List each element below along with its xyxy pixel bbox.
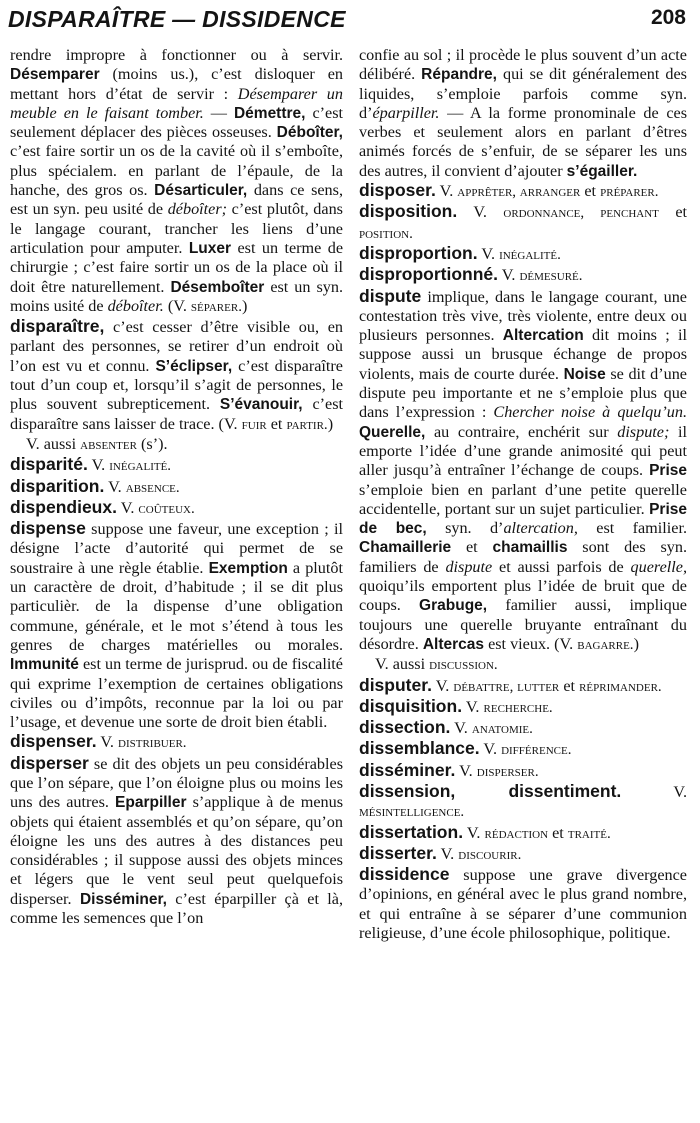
entry-text: V.: [457, 203, 504, 222]
cross-reference: discourir.: [458, 846, 522, 863]
entry-text: V. aussi: [26, 434, 81, 453]
headword: disparaître,: [10, 316, 105, 337]
dictionary-entry: [359, 823, 687, 844]
entry-text: se dit des objets un peu considérables que l’on sépare, que l’on éloigne plus ou moins les uns des autres.: [10, 754, 343, 812]
dictionary-entry: [10, 435, 343, 455]
headword: disparité.: [10, 454, 88, 475]
example-italic: Chercher noise à quelqu’un.: [493, 403, 687, 422]
entry-text: V.: [477, 244, 500, 263]
running-head-title: DISPARAÎTRE — DISSIDENCE: [8, 6, 346, 32]
synonym-term: Querelle,: [359, 423, 426, 441]
headword: disproportionné.: [359, 264, 499, 285]
entry-text: confie au sol ; il procède le plus souvent d’un acte délibéré.: [359, 46, 687, 84]
dictionary-entry: [359, 697, 687, 718]
synonym-term: s’égailler.: [566, 162, 638, 180]
dictionary-entry: [359, 202, 687, 244]
headword: dispense: [10, 518, 86, 539]
cross-reference: réprimander.: [579, 678, 662, 695]
cross-reference: distribuer.: [118, 735, 187, 752]
cross-reference: bagarre.: [577, 636, 634, 653]
entry-text: et: [658, 203, 687, 222]
entry-text: V.: [436, 844, 459, 863]
cross-reference: discussion.: [429, 657, 498, 674]
entry-text: ): [241, 296, 248, 315]
cross-reference: partir.: [286, 416, 328, 433]
entry-text: c’est seulement déplacer des pièces osseuses.: [10, 103, 344, 142]
synonym-term: Prise de bec,: [359, 500, 687, 538]
entry-text: (s’).: [136, 434, 168, 453]
example-italic: querelle,: [630, 557, 688, 576]
synonym-term: Désemboîter: [170, 278, 265, 296]
headword: dispenser.: [10, 731, 97, 752]
cross-reference: ordonnance, penchant: [503, 205, 659, 222]
entry-text: et aussi parfois de: [492, 557, 631, 576]
entry-text: c’est disparaître tout d’un coup et, lorsqu’il s’agit de personnes, le plus souvent subrepticement.: [10, 356, 343, 414]
synonym-term: Chamaillerie: [359, 539, 452, 557]
headword: disséminer.: [359, 759, 456, 780]
cross-reference: traité.: [567, 825, 611, 842]
entry-text: est un terme de jurisprud. ou de fiscalité qui exprime l’exemption de certaines obligations civiles ou d’impôts, reconnue par la loi ou par l’usage, et devenue une sorte de droit bien établi.: [10, 655, 343, 732]
headword: dissension, dissentiment.: [359, 780, 622, 801]
entry-text: et: [580, 182, 601, 201]
entry-text: quoiqu’ils emportent plus l’idée de bruit que de coups.: [359, 577, 687, 615]
cross-reference: inégalité.: [499, 246, 561, 263]
cross-reference: rédaction: [484, 825, 549, 842]
cross-reference: position.: [359, 225, 413, 242]
synonym-term: Altercas: [422, 635, 485, 653]
right-column: [359, 46, 687, 943]
cross-reference: préparer.: [600, 184, 659, 201]
entry-text: V.: [116, 498, 139, 517]
dictionary-entry: [359, 287, 687, 656]
cross-reference: apprêter, arranger: [457, 184, 581, 201]
entry-text: c’est cesser d’être visible ou, en parlant des personnes, se retirer d’un endroit où l’on est vu et connu.: [10, 318, 343, 375]
dictionary-entry: [10, 477, 343, 498]
example-italic: déboîter;: [167, 200, 228, 219]
headword: dissidence: [359, 864, 450, 885]
entry-text: rendre impropre à fonctionner ou à servir.: [10, 46, 343, 64]
headword: dispute: [359, 285, 422, 306]
headword: disserter.: [359, 842, 437, 863]
example-italic: Désemparer un meuble en le faisant tomber.: [10, 84, 343, 122]
entry-text: s’applique à de menus objets qui étaient assemblés et qu’on sépare, qu’on éloigne les uns des autres à des distances peu considérables ; il suppose aussi des objets minces et légers que le vent seul peut quelquefois disperser.: [10, 793, 344, 908]
entry-text: il emporte l’idée d’une grande animosité qui peut aller jusqu’à entraîner l’échange de coups.: [359, 422, 687, 480]
entry-text: (V.: [163, 296, 191, 315]
dictionary-entry: [359, 782, 687, 823]
synonym-term: Altercation: [502, 327, 584, 345]
cross-reference: absenter: [80, 436, 137, 453]
entry-text: V.: [104, 477, 126, 496]
entry-text: V.: [479, 740, 502, 759]
entry-text: V.: [621, 782, 687, 801]
entry-text: V.: [96, 733, 119, 752]
entry-text: V.: [462, 697, 484, 716]
dictionary-entry: [359, 865, 687, 943]
headword: disquisition.: [359, 695, 463, 716]
synonym-term: Luxer: [188, 239, 232, 257]
headword: disposer.: [359, 180, 436, 201]
headword: dissertation.: [359, 821, 464, 842]
dictionary-entry: [359, 844, 687, 865]
dictionary-entry: [10, 754, 343, 929]
dictionary-entry: [359, 676, 687, 697]
headword: disposition.: [359, 201, 458, 222]
synonym-term: Exemption: [208, 559, 288, 577]
entry-text: syn. d’: [426, 519, 504, 538]
dictionary-entry: [10, 732, 343, 753]
headword: disproportion.: [359, 242, 478, 263]
headword: dispendieux.: [10, 496, 117, 517]
synonym-term: chamaillis: [492, 539, 568, 557]
entry-text: s’emploie bien en parlant d’une petite querelle accidentelle, portant sur un sujet particulier.: [359, 480, 687, 518]
entry-text: dans ce sens, est un syn. peu usité de: [10, 181, 343, 219]
dictionary-entry: [10, 519, 343, 732]
entry-text: c’est plutôt, dans le langage courant, trancher les liens d’une articulation pour amputer.: [10, 200, 343, 257]
dictionary-entry: [359, 265, 687, 286]
entry-text: qui se dit généralement des liquides, s’emploie parfois comme syn. d’: [359, 65, 687, 122]
headword: disparition.: [10, 475, 105, 496]
synonym-term: Déboîter,: [276, 124, 343, 142]
entry-text: se dit d’une dispute peu importante et ne s’emploie plus que dans l’expression :: [359, 364, 687, 422]
entry-text: ): [633, 634, 639, 653]
cross-reference: différence.: [501, 742, 572, 759]
headword: disputer.: [359, 674, 432, 695]
entry-text: est vieux. (V.: [484, 634, 578, 653]
cross-reference: inégalité.: [109, 458, 172, 475]
entry-text: suppose une grave divergence d’opinions, en général avec le plus grand nombre, et qui entraîne à se séparer d’une communion religieuse, d’une école philosophique, politique.: [359, 866, 687, 943]
dictionary-entry: [10, 455, 343, 476]
entry-text: implique, dans le langage courant, une contestation très vive, très violente, entre deux ou plusieurs personnes.: [359, 287, 687, 345]
entry-text: sont des syn. familiers de: [359, 538, 687, 576]
entry-text: ): [327, 414, 334, 433]
synonym-term: Désarticuler,: [154, 182, 248, 200]
synonym-term: Démettre,: [233, 104, 306, 122]
entry-text: — A la forme pronominale de ces verbes et seulement alors en parlant d’êtres animés forcés de s’enfuir, de se séparer les uns des autres, il convient d’ajouter: [359, 103, 687, 180]
example-italic: déboîter.: [107, 296, 164, 315]
headword: disperser: [10, 752, 89, 773]
dictionary-entry: [359, 655, 687, 675]
synonym-term: Grabuge,: [419, 597, 488, 615]
page-header: [8, 6, 686, 36]
cross-reference: absence.: [125, 479, 180, 496]
dictionary-entry: [359, 244, 687, 265]
entry-text: est familier.: [577, 519, 687, 538]
entry-text: V.: [87, 456, 110, 475]
cross-reference: mésintelligence.: [359, 804, 465, 821]
entry-text: c’est faire sortir un os de la cavité où il s’emboîte, plus spécialem. en parlant de l’épaule, de la hanche, des gros os.: [10, 142, 343, 200]
synonym-term: Disséminer,: [79, 890, 167, 908]
entry-text: et: [548, 823, 568, 842]
entry-text: c’est disparaître sans laisser de trace. (V.: [10, 395, 343, 433]
entry-text: et: [451, 538, 493, 557]
synonym-term: Eparpiller: [115, 794, 187, 812]
entry-text: V. aussi: [375, 655, 430, 674]
entry-text: V.: [498, 266, 520, 285]
entry-text: a plutôt un caractère de droit, d’habitude ; il se dit plus particulièr. de la dispense d’une obligation commune, générale, et le mot s’étend à tous les genres de charges matérielles ou morales.: [10, 558, 343, 654]
headword: dissemblance.: [359, 738, 480, 759]
entry-text: au contraire, enchérit sur: [425, 422, 618, 441]
synonym-term: S’éclipser,: [155, 357, 233, 375]
cross-reference: démesuré.: [519, 268, 583, 285]
headword: dissection.: [359, 717, 451, 738]
entry-text: V.: [463, 823, 485, 842]
cross-reference: fuir: [241, 416, 267, 433]
dictionary-entry: [359, 46, 687, 181]
dictionary-entry: [10, 498, 343, 519]
cross-reference: recherche.: [483, 699, 553, 716]
synonym-term: Immunité: [10, 656, 79, 674]
cross-reference: anatomie.: [471, 721, 533, 738]
page-number: 208: [650, 6, 686, 29]
synonym-term: S’évanouir,: [219, 396, 303, 414]
synonym-term: Désemparer: [10, 66, 100, 84]
dictionary-entry: [10, 317, 343, 435]
cross-reference: séparer.: [190, 298, 242, 315]
cross-reference: disperser.: [476, 763, 539, 780]
example-italic: dispute;: [617, 422, 670, 441]
synonym-term: Prise: [649, 462, 687, 480]
synonym-term: Noise: [563, 365, 606, 383]
example-italic: éparpiller.: [372, 103, 440, 122]
entry-text: V.: [431, 676, 454, 695]
left-column: [10, 46, 343, 928]
dictionary-entry: [359, 739, 687, 760]
entry-text: (moins us.), c’est disloquer en mettant hors d’état de servir :: [10, 65, 343, 103]
example-italic: dispute: [445, 557, 493, 576]
entry-text: et: [559, 676, 580, 695]
cross-reference: débattre, lutter: [453, 678, 560, 695]
entry-text: c’est éparpiller çà et là, comme les semences que l’on: [10, 889, 344, 928]
entry-text: V.: [455, 761, 477, 780]
entry-text: dit moins ; il suppose aussi un brusque échange de propos violents, mais de courte durée.: [359, 326, 687, 383]
entry-text: —: [203, 103, 234, 122]
entry-text: V.: [435, 182, 458, 201]
entry-text: suppose une faveur, une exception ; il désigne l’acte d’autorité qui permet de se soustraire à une règle établie.: [10, 520, 343, 577]
cross-reference: coûteux.: [138, 500, 195, 517]
dictionary-entry: [359, 718, 687, 739]
example-italic: altercation,: [503, 519, 578, 538]
entry-text: familier aussi, implique toujours une querelle bruyante entraînant du désordre.: [359, 596, 687, 653]
entry-text: est un syn. moins usité de: [10, 277, 343, 315]
entry-text: est un terme de chirurgie ; c’est faire sortir un os de la place où il doit être naturellement.: [10, 238, 344, 296]
dictionary-entry: [10, 46, 343, 317]
synonym-term: Répandre,: [421, 66, 497, 84]
dictionary-entry: [359, 181, 687, 202]
dictionary-entry: [359, 761, 687, 782]
entry-text: V.: [450, 719, 472, 738]
entry-text: et: [266, 414, 287, 433]
